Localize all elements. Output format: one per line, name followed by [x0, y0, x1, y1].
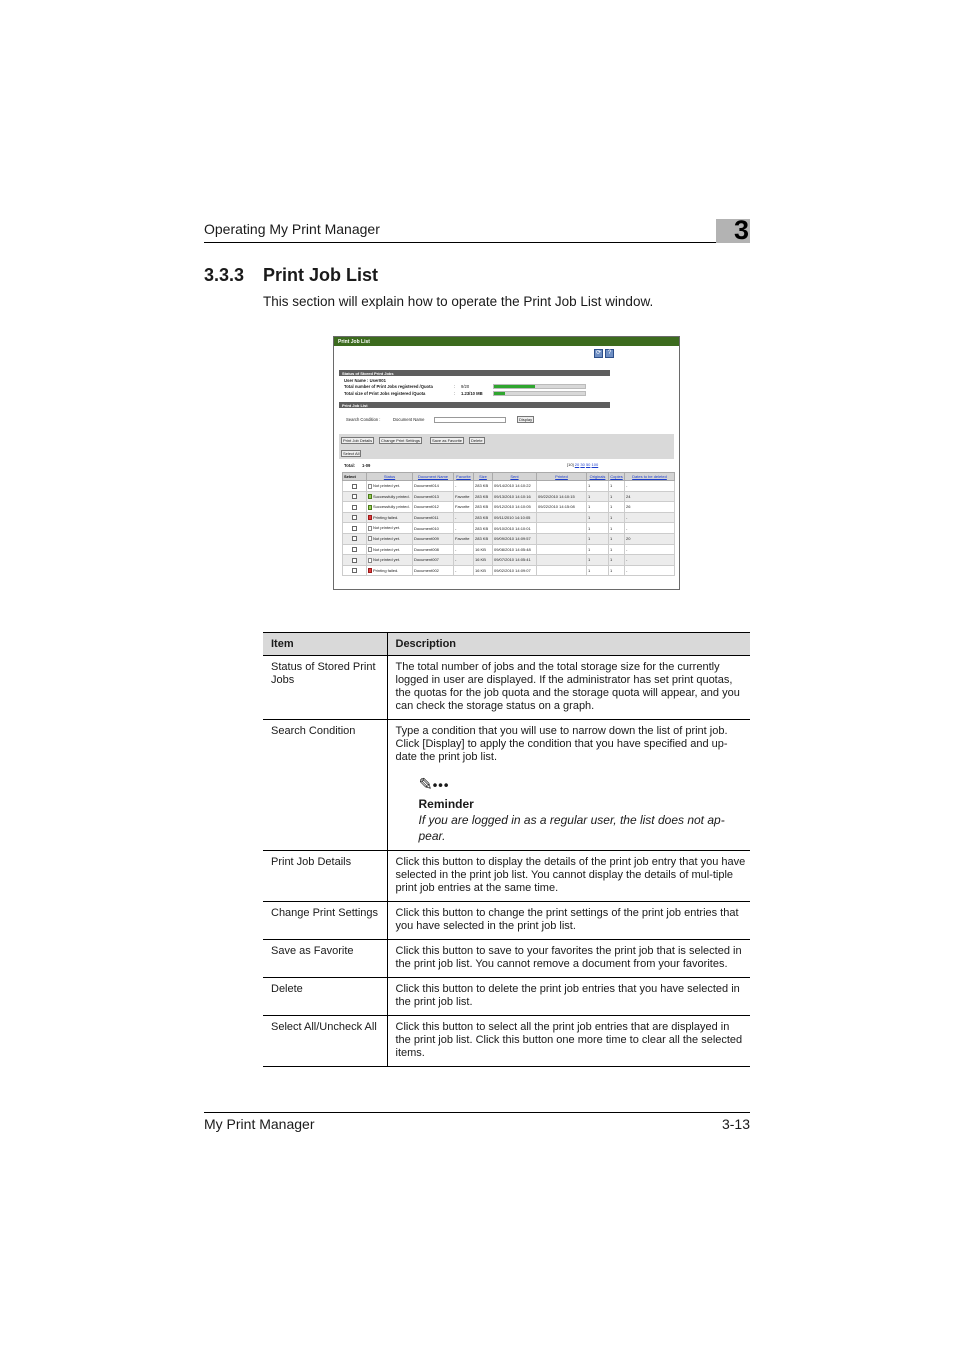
row-checkbox[interactable] — [352, 484, 357, 489]
jobs-quota-label: Total number of Print Jobs registered /Quota — [344, 384, 433, 389]
table-row — [263, 1015, 750, 1066]
size-cell: 283 KB — [474, 491, 493, 502]
favorite-cell: - — [454, 523, 474, 534]
favorite-cell: Favorite — [454, 533, 474, 544]
per-page-link[interactable]: 20 — [574, 462, 580, 467]
favorite-cell: - — [454, 555, 474, 566]
printed-cell — [537, 544, 587, 555]
failed-status-icon — [368, 568, 372, 573]
page-footer — [204, 1112, 750, 1132]
select-cell — [343, 491, 367, 502]
chapter-tab — [716, 215, 750, 245]
document-name-cell: Document014 — [413, 481, 454, 492]
row-checkbox[interactable] — [352, 558, 357, 563]
originals-cell: 1 — [587, 555, 609, 566]
document-name-label: Document Name — [393, 417, 425, 422]
document-status-icon — [368, 547, 372, 552]
status-cell — [367, 481, 413, 492]
status-text: Printing failed. — [373, 514, 399, 520]
delete-date-cell: - — [625, 555, 675, 566]
select-cell — [343, 481, 367, 492]
originals-cell: 1 — [587, 502, 609, 513]
job-row — [343, 533, 675, 544]
jobs-quota-fill — [494, 385, 535, 388]
sent-cell: 09/14/2010 14:10:22 — [493, 481, 537, 492]
help-icon[interactable]: ? — [605, 349, 614, 358]
status-cell — [367, 565, 413, 576]
document-name-cell: Document012 — [413, 502, 454, 513]
total-label: Total: — [344, 463, 356, 468]
section-number: 3.3.3 — [204, 265, 245, 285]
document-name-cell: Document013 — [413, 491, 454, 502]
table-row — [263, 939, 750, 977]
item-cell: Save as Favorite — [263, 939, 387, 977]
job-column-header[interactable]: Copies — [610, 474, 623, 479]
delete-date-cell: - — [625, 565, 675, 576]
per-page-current: [10] — [567, 462, 574, 467]
job-row — [343, 512, 675, 523]
window-title: Print Job List — [334, 337, 679, 346]
document-name-cell: Document008 — [413, 544, 454, 555]
printed-cell — [537, 481, 587, 492]
table-row — [263, 850, 750, 901]
status-cell — [367, 533, 413, 544]
row-checkbox[interactable] — [352, 494, 357, 499]
sent-cell: 09/08/2010 14:05:48 — [493, 544, 537, 555]
print-job-list-screenshot: Print Job List ⟳ ? Status of Stored Print Jobs User Name : User001 Total number of Print Jobs registered /Quota : 9/20 Total size of Print Jobs registered /Quota : 1.23/10 MB Print Job List Search Condition : Document Name Display Print Job Details Change Print Settings Save as Favorite Delete Select All Total: 1-09 [10] 20 30 50 100 Select Status Document Name Favorite Size Sent Printed Originals Copies Dates to be deleted Not printed yet. Document014 - 283 KB 09/14/2010 14:10:22 1 1 - Successfully printed. Document013 Favorite 283 KB 09/13/2010 14:10:16 09/22/2010 14:10:15 1 1 24 Successfully printed. Document012 Favorite 283 KB 09/12/2010 14:10:05 09/22/2010 14:15:08 1 1 26 Printing failed. Document011 - 283 KB 09/11/2010 14:10:05 1 1 - Not printed yet. Document010 - 283 KB 09/10/2010 14:10:01 1 1 - Not printed yet. Document009 Favorite 283 KB 09/09/2010 14:09:57 1 1 20 Not printed yet. Document008 - 16 KB 09/08/2010 14:05:48 1 1 - Not printed yet. Document007 - 16 KB 09/07/2010 14:05:41 1 1 - Printing failed. Document002 - 16 KB 09/02/2010 14:09:07 1 1 - — [333, 336, 680, 590]
size-cell: 283 KB — [474, 523, 493, 534]
size-cell: 16 KB — [474, 555, 493, 566]
status-cell — [367, 544, 413, 555]
document-name-cell: Document002 — [413, 565, 454, 576]
copies-cell: 1 — [609, 491, 625, 502]
per-page-selector — [567, 462, 598, 467]
size-cell: 283 KB — [474, 512, 493, 523]
delete-date-cell: - — [625, 544, 675, 555]
save-as-favorite-button[interactable]: Save as Favorite — [432, 438, 463, 443]
sent-cell: 09/13/2010 14:10:16 — [493, 491, 537, 502]
printed-cell — [537, 512, 587, 523]
originals-cell: 1 — [587, 481, 609, 492]
size-quota-value: 1.23/10 MB — [461, 391, 483, 396]
status-text: Printing failed. — [373, 567, 399, 573]
change-print-settings-button[interactable]: Change Print Settings — [381, 438, 420, 443]
job-row — [343, 523, 675, 534]
job-column-header[interactable]: Favorite — [454, 473, 474, 481]
select-all-button[interactable]: Select All — [343, 451, 360, 456]
description-cell: Click this button to display the details of the print job entry that you have selected in the print job list. You cannot display the details of mul-tiple print job entries at the same time. — [387, 850, 750, 901]
table-row — [263, 977, 750, 1015]
footer-title: My Print Manager — [204, 1116, 315, 1132]
printed-status-icon — [368, 505, 372, 510]
description-cell — [387, 720, 750, 851]
document-name-cell: Document007 — [413, 555, 454, 566]
description-table — [263, 632, 750, 1067]
select-cell — [343, 544, 367, 555]
per-page-link[interactable]: 30 — [580, 462, 585, 467]
item-cell: Print Job Details — [263, 850, 387, 901]
user-name-label: User Name : User001 — [344, 378, 386, 383]
description-cell: Click this button to delete the print job entries that you have selected in the print job list. — [387, 977, 750, 1015]
total-value: 1-09 — [362, 463, 371, 468]
printed-status-icon — [368, 494, 372, 499]
failed-status-icon — [368, 515, 372, 520]
item-cell: Status of Stored Print Jobs — [263, 656, 387, 720]
favorite-cell: - — [454, 565, 474, 576]
table-row — [263, 720, 750, 851]
jobs-quota-bar — [493, 384, 586, 389]
status-section-bar: Status of Stored Print Jobs — [339, 370, 610, 376]
document-status-icon — [368, 526, 372, 531]
job-column-header[interactable]: Sent — [493, 473, 537, 481]
size-quota-label: Total size of Print Jobs registered /Quota — [344, 391, 426, 396]
description-cell: Click this button to save to your favorites the print job that is selected in the print job list. You cannot remove a document from your favorites. — [387, 939, 750, 977]
select-cell — [343, 555, 367, 566]
job-row — [343, 565, 675, 576]
originals-cell: 1 — [587, 533, 609, 544]
running-header — [204, 215, 750, 245]
row-checkbox[interactable] — [352, 568, 357, 573]
document-status-icon — [368, 484, 372, 489]
printed-cell — [537, 523, 587, 534]
printed-cell: 09/22/2010 14:10:15 — [537, 491, 587, 502]
delete-date-cell: 24 — [625, 491, 675, 502]
job-column-header: Select — [343, 473, 367, 481]
sent-cell: 09/09/2010 14:09:57 — [493, 533, 537, 544]
print-job-details-button[interactable]: Print Job Details — [343, 438, 373, 443]
delete-date-cell: 20 — [625, 533, 675, 544]
job-row — [343, 555, 675, 566]
job-column-header[interactable]: Originals — [587, 473, 609, 481]
table-row — [263, 901, 750, 939]
status-text: Not printed yet. — [373, 525, 401, 531]
printed-cell — [537, 555, 587, 566]
status-cell — [367, 502, 413, 513]
status-cell — [367, 523, 413, 534]
job-column-header[interactable]: Size — [474, 473, 493, 481]
delete-date-cell: - — [625, 512, 675, 523]
job-column-header[interactable]: Document Name — [413, 473, 454, 481]
description-text: Type a condition that you will use to narrow down the list of print job. Click [Display] to apply the condition that you have specified and up-date the print job list. — [395, 725, 728, 763]
job-row — [343, 544, 675, 555]
size-quota-fill — [494, 392, 505, 395]
copies-cell: 1 — [609, 512, 625, 523]
chapter-number: 3 — [733, 215, 749, 245]
copies-cell: 1 — [609, 555, 625, 566]
display-button[interactable]: Display — [519, 417, 533, 422]
status-text: Not printed yet. — [373, 536, 401, 542]
description-cell: Click this button to select all the print job entries that are displayed in the print job list. Click this button one more time to clear all the selected items. — [387, 1015, 750, 1066]
favorite-cell: - — [454, 544, 474, 555]
copies-cell: 1 — [609, 533, 625, 544]
status-text: Not printed yet. — [373, 546, 401, 552]
select-cell — [343, 502, 367, 513]
select-cell — [343, 565, 367, 576]
originals-cell: 1 — [587, 512, 609, 523]
delete-date-cell: 26 — [625, 502, 675, 513]
size-cell: 16 KB — [474, 565, 493, 576]
select-cell — [343, 523, 367, 534]
favorite-cell: - — [454, 512, 474, 523]
job-column-header[interactable]: Status — [367, 473, 413, 481]
item-cell: Change Print Settings — [263, 901, 387, 939]
size-cell: 283 KB — [474, 481, 493, 492]
pencil-note-icon: ✎••• — [418, 775, 450, 794]
job-row — [343, 481, 675, 492]
status-text: Not printed yet. — [373, 557, 401, 563]
per-page-link[interactable]: 100 — [591, 462, 599, 467]
reminder-heading: Reminder — [418, 796, 474, 811]
item-column-header: Item — [263, 633, 387, 656]
favorite-cell: Favorite — [454, 502, 474, 513]
description-column-header: Description — [387, 633, 750, 656]
intro-paragraph: This section will explain how to operate the Print Job List window. — [263, 294, 654, 309]
reminder-text: If you are logged in as a regular user, the list does not ap-pear. — [418, 812, 725, 843]
delete-date-cell: - — [625, 481, 675, 492]
section-heading — [204, 265, 378, 286]
copies-cell: 1 — [609, 502, 625, 513]
item-cell: Delete — [263, 977, 387, 1015]
document-name-cell: Document010 — [413, 523, 454, 534]
row-checkbox[interactable] — [352, 526, 357, 531]
search-condition-label: Search Condition : — [346, 417, 381, 422]
select-cell — [343, 512, 367, 523]
select-cell — [343, 533, 367, 544]
originals-cell: 1 — [587, 565, 609, 576]
originals-cell: 1 — [587, 544, 609, 555]
delete-date-cell: - — [625, 523, 675, 534]
reminder-note — [419, 776, 748, 844]
table-row — [263, 656, 750, 720]
copies-cell: 1 — [609, 544, 625, 555]
page-number: 3-13 — [721, 1116, 750, 1132]
sent-cell: 09/07/2010 14:05:41 — [493, 555, 537, 566]
row-checkbox[interactable] — [352, 515, 357, 520]
row-checkbox[interactable] — [352, 505, 357, 510]
status-cell — [367, 491, 413, 502]
copies-cell: 1 — [609, 565, 625, 576]
row-checkbox[interactable] — [352, 536, 357, 541]
print-job-table — [342, 472, 675, 576]
list-section-bar: Print Job List — [339, 402, 610, 408]
printed-cell: 09/22/2010 14:15:08 — [537, 502, 587, 513]
size-cell: 283 KB — [474, 502, 493, 513]
size-quota-bar — [493, 391, 586, 396]
document-name-cell: Document009 — [413, 533, 454, 544]
status-cell — [367, 512, 413, 523]
sent-cell: 09/02/2010 14:09:07 — [493, 565, 537, 576]
description-cell: Click this button to change the print settings of the print job entries that you have selected in the print job list. — [387, 901, 750, 939]
copies-cell: 1 — [609, 481, 625, 492]
job-row — [343, 502, 675, 513]
refresh-icon[interactable]: ⟳ — [595, 350, 602, 356]
sent-cell: 09/12/2010 14:10:05 — [493, 502, 537, 513]
item-cell: Select All/Uncheck All — [263, 1015, 387, 1066]
printed-cell — [537, 533, 587, 544]
description-cell: The total number of jobs and the total storage size for the currently logged in user are displayed. If the administrator has set print quotas, the quotas for the job quota and the storage quota will appear, and you can check the storage status on a graph. — [387, 656, 750, 720]
jobs-quota-value: 9/20 — [461, 384, 470, 389]
row-checkbox[interactable] — [352, 547, 357, 552]
printed-cell — [537, 565, 587, 576]
delete-button[interactable]: Delete — [471, 438, 483, 443]
document-status-icon — [368, 558, 372, 563]
job-column-header[interactable]: Dates to be deleted — [625, 473, 675, 481]
item-cell: Search Condition — [263, 720, 387, 851]
status-text: Successfully printed. — [373, 493, 410, 499]
status-text: Successfully printed. — [373, 504, 410, 510]
favorite-cell: - — [454, 481, 474, 492]
sent-cell: 09/10/2010 14:10:01 — [493, 523, 537, 534]
sent-cell: 09/11/2010 14:10:05 — [493, 512, 537, 523]
document-status-icon — [368, 536, 372, 541]
status-cell — [367, 555, 413, 566]
per-page-link[interactable]: 50 — [585, 462, 591, 467]
document-name-input[interactable] — [434, 417, 506, 423]
status-text: Not printed yet. — [373, 483, 401, 489]
running-header-title: Operating My Print Manager — [204, 221, 380, 237]
job-row — [343, 491, 675, 502]
job-column-header[interactable]: Printed — [537, 473, 587, 481]
size-cell: 283 KB — [474, 533, 493, 544]
originals-cell: 1 — [587, 523, 609, 534]
size-cell: 16 KB — [474, 544, 493, 555]
document-name-cell: Document011 — [413, 512, 454, 523]
copies-cell: 1 — [609, 523, 625, 534]
section-title: Print Job List — [263, 265, 379, 285]
favorite-cell: Favorite — [454, 491, 474, 502]
originals-cell: 1 — [587, 491, 609, 502]
